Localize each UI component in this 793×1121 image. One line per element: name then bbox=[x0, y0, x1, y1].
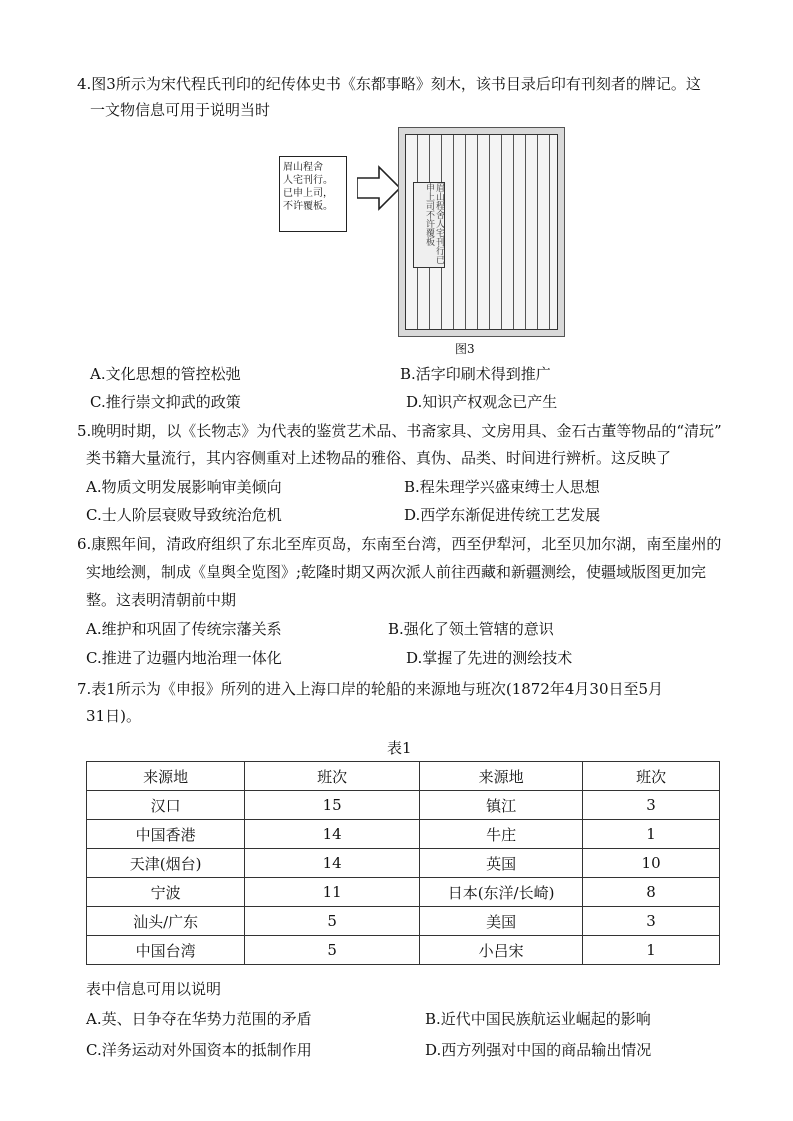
callout-line: 眉山程舍 bbox=[283, 162, 323, 173]
q4-option-a: A.文化思想的管控松弛 bbox=[90, 365, 241, 383]
scan-colophon-stamp: 眉山程舍人宅刊行已申上司不许覆板 bbox=[413, 182, 445, 268]
q7-option-b: B.近代中国民族航运业崛起的影响 bbox=[425, 1010, 651, 1028]
q6-option-d: D.掌握了先进的测绘技术 bbox=[406, 649, 573, 667]
q5-option-a: A.物质文明发展影响审美倾向 bbox=[86, 478, 282, 496]
table-row bbox=[87, 849, 720, 878]
callout-line: 不许覆板。 bbox=[283, 201, 333, 212]
q5-stem-line2: 类书籍大量流行，其内容侧重对上述物品的雅俗、真伪、品类、时间进行辨析。这反映了 bbox=[86, 449, 672, 467]
table-header-cell: 班次 bbox=[245, 762, 420, 791]
table-cell: 11 bbox=[245, 878, 420, 907]
q7-option-d: D.西方列强对中国的商品输出情况 bbox=[425, 1041, 652, 1059]
table-header-cell: 来源地 bbox=[420, 762, 583, 791]
q7-option-a: A.英、日争夺在华势力范围的矛盾 bbox=[86, 1010, 312, 1028]
table-cell: 5 bbox=[245, 907, 420, 936]
figure-callout-box bbox=[279, 156, 347, 232]
q5-option-c: C.士人阶层衰败导致统治危机 bbox=[86, 506, 282, 524]
q4-stem-line2: 一文物信息可用于说明当时 bbox=[90, 101, 271, 119]
figure-3 bbox=[277, 127, 567, 337]
q5-stem-line1: 5.晚明时期，以《长物志》为代表的鉴赏艺术品、书斋家具、文房用具、金石古董等物品的“清玩” bbox=[77, 422, 722, 440]
q7-after-table-text: 表中信息可用以说明 bbox=[86, 980, 222, 998]
figure-caption: 图3 bbox=[455, 342, 475, 356]
table-cell: 牛庄 bbox=[420, 820, 583, 849]
callout-line: 已申上司， bbox=[283, 188, 333, 199]
table-cell: 中国台湾 bbox=[87, 936, 245, 965]
table-cell: 1 bbox=[583, 820, 720, 849]
table-cell: 14 bbox=[245, 820, 420, 849]
table-cell: 中国香港 bbox=[87, 820, 245, 849]
q5-option-b: B.程朱理学兴盛束缚士人思想 bbox=[404, 478, 600, 496]
q7-stem-line2: 31日)。 bbox=[86, 707, 141, 725]
ship-arrivals-table bbox=[86, 761, 720, 965]
q6-option-b: B.强化了领土管辖的意识 bbox=[388, 620, 554, 638]
table-cell: 3 bbox=[583, 791, 720, 820]
table-cell: 10 bbox=[583, 849, 720, 878]
table-header-cell: 班次 bbox=[583, 762, 720, 791]
table-cell: 汕头/广东 bbox=[87, 907, 245, 936]
q6-stem-line2: 实地绘测，制成《皇舆全览图》;乾隆时期又两次派人前往西藏和新疆测绘，使疆域版图更加完 bbox=[86, 563, 707, 581]
table-cell: 14 bbox=[245, 849, 420, 878]
arrow-right-icon bbox=[357, 165, 401, 211]
q4-option-b: B.活字印刷术得到推广 bbox=[400, 365, 551, 383]
table-row bbox=[87, 791, 720, 820]
table-cell: 宁波 bbox=[87, 878, 245, 907]
q4-option-d: D.知识产权观念已产生 bbox=[406, 393, 558, 411]
table-cell: 汉口 bbox=[87, 791, 245, 820]
callout-line: 人宅刊行。 bbox=[283, 175, 333, 186]
q6-stem-line3: 整。这表明清朝前中期 bbox=[86, 591, 237, 609]
q7-option-c: C.洋务运动对外国资本的抵制作用 bbox=[86, 1041, 312, 1059]
q4-option-c: C.推行崇文抑武的政策 bbox=[90, 393, 241, 411]
q5-option-d: D.西学东渐促进传统工艺发展 bbox=[404, 506, 601, 524]
table-title: 表1 bbox=[387, 739, 412, 757]
q6-option-a: A.维护和巩固了传统宗藩关系 bbox=[86, 620, 282, 638]
table-cell: 15 bbox=[245, 791, 420, 820]
table-cell: 天津(烟台) bbox=[87, 849, 245, 878]
table-cell: 英国 bbox=[420, 849, 583, 878]
table-row bbox=[87, 936, 720, 965]
table-row bbox=[87, 820, 720, 849]
table-row bbox=[87, 878, 720, 907]
woodblock-scan-image bbox=[398, 127, 565, 337]
table-header-row bbox=[87, 762, 720, 791]
table-cell: 美国 bbox=[420, 907, 583, 936]
q4-stem-line1: 4.图3所示为宋代程氏刊印的纪传体史书《东都事略》刻木，该书目录后印有刊刻者的牌记。这 bbox=[77, 75, 701, 93]
table-cell: 小吕宋 bbox=[420, 936, 583, 965]
table-cell: 镇江 bbox=[420, 791, 583, 820]
table-cell: 日本(东洋/长崎) bbox=[420, 878, 583, 907]
q7-stem-line1: 7.表1所示为《申报》所列的进入上海口岸的轮船的来源地与班次(1872年4月30日至5月 bbox=[77, 680, 664, 698]
q6-stem-line1: 6.康熙年间，清政府组织了东北至库页岛，东南至台湾，西至伊犁河，北至贝加尔湖，南至崖州的 bbox=[77, 535, 722, 553]
table-cell: 5 bbox=[245, 936, 420, 965]
table-cell: 1 bbox=[583, 936, 720, 965]
table-row bbox=[87, 907, 720, 936]
table-cell: 8 bbox=[583, 878, 720, 907]
table-header-cell: 来源地 bbox=[87, 762, 245, 791]
table-cell: 3 bbox=[583, 907, 720, 936]
q6-option-c: C.推进了边疆内地治理一体化 bbox=[86, 649, 282, 667]
